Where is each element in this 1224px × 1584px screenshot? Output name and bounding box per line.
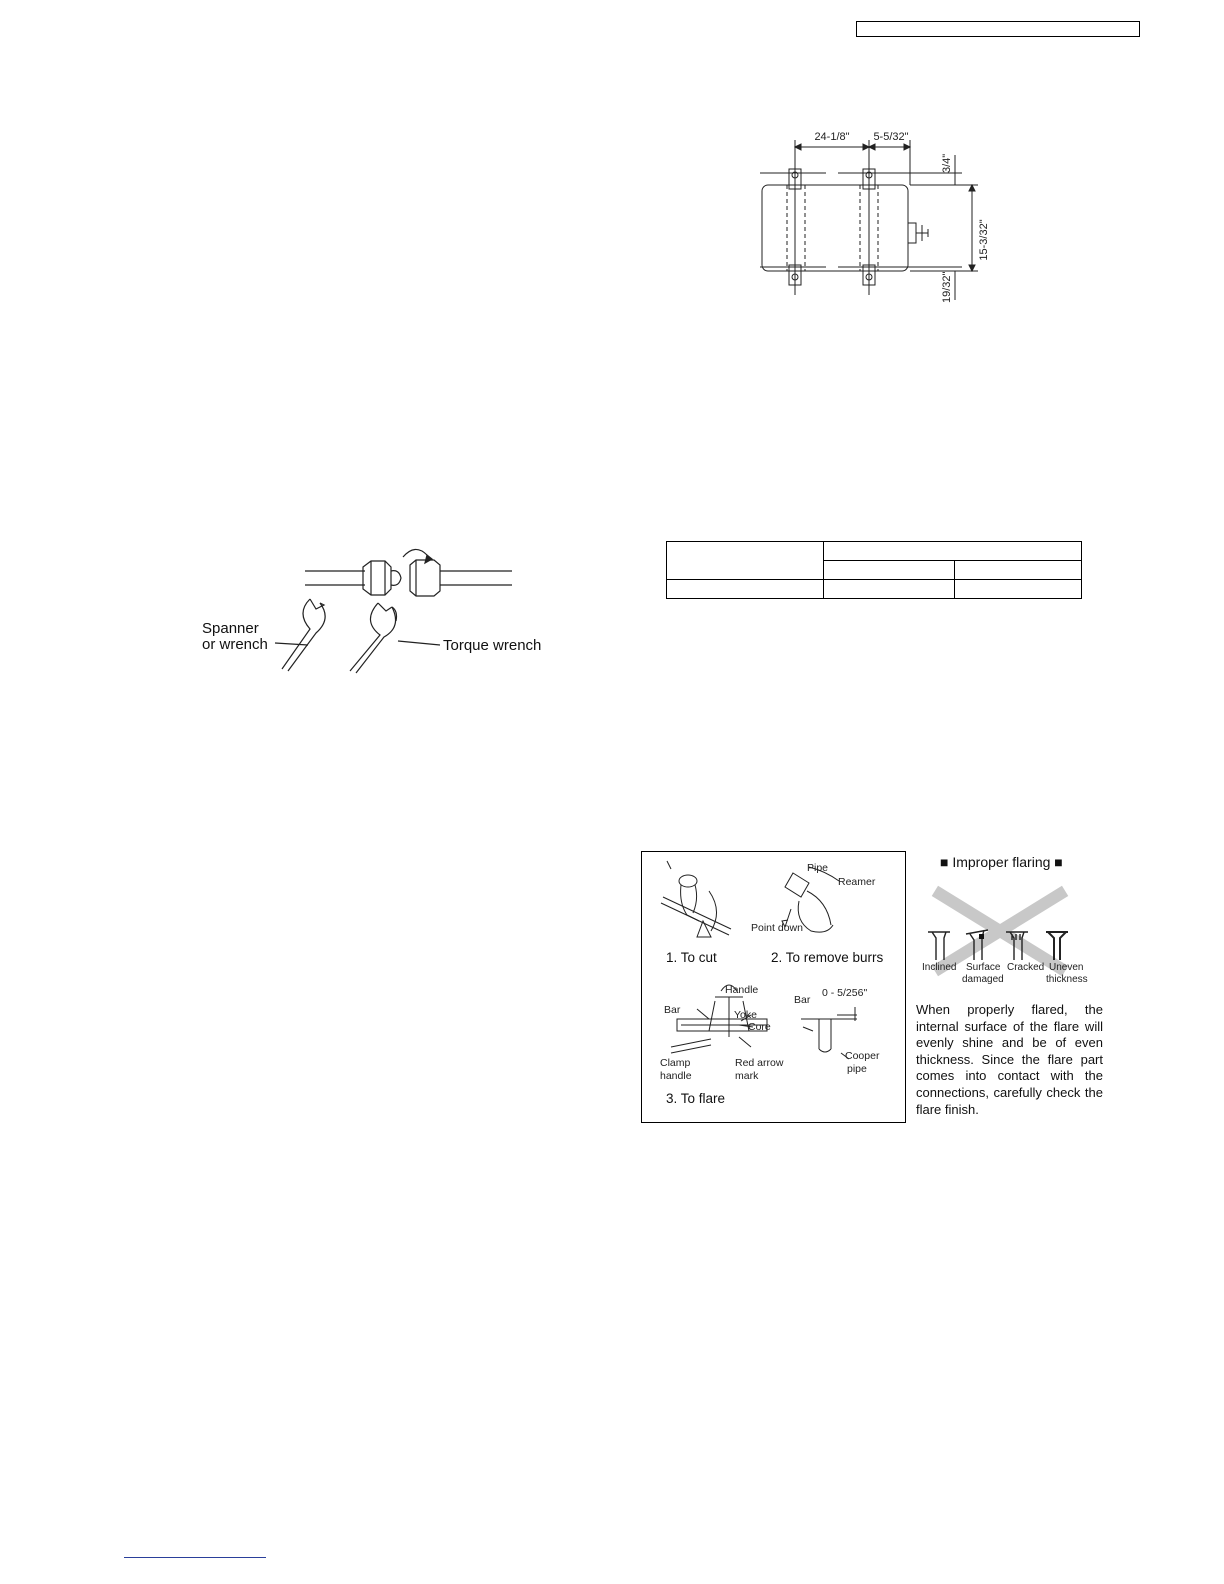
improper-flaring-figure	[912, 850, 1112, 990]
dim-bottom-margin: 19/32"	[941, 271, 953, 303]
dim-width-main: 24-1/8"	[814, 131, 850, 143]
handle-label: Handle	[725, 984, 759, 996]
dim-top-margin: 3/4"	[941, 153, 953, 173]
spanner-label-line2: or wrench	[202, 636, 268, 653]
cooper-pipe-label-2: pipe	[847, 1063, 867, 1075]
bar-label: Bar	[664, 1004, 681, 1016]
mounting-dimension-drawing	[750, 125, 1000, 315]
dim-width-side: 5-5/32"	[873, 131, 909, 143]
spec-table-cell	[955, 580, 1082, 599]
clamp-handle-label-1: Clamp	[660, 1057, 691, 1069]
pipe-label: Pipe	[807, 862, 829, 874]
reamer-label: Reamer	[838, 876, 876, 888]
improper-flaring-title: ■ Improper flaring ■	[940, 854, 1063, 870]
bar2-label: Bar	[794, 994, 811, 1006]
spec-table-cell	[824, 561, 955, 580]
footer-link-rule	[124, 1557, 266, 1558]
point-down-label: Point down	[751, 922, 803, 934]
flaring-procedure-figure	[641, 851, 906, 1123]
yoke-label: Yoke	[734, 1009, 757, 1021]
step-burrs-label: 2. To remove burrs	[771, 950, 884, 965]
uneven-thickness-label-2: thickness	[1046, 974, 1088, 985]
dim-height: 15-3/32"	[978, 219, 990, 261]
red-arrow-label-2: mark	[735, 1070, 759, 1082]
red-arrow-label-1: Red arrow	[735, 1057, 784, 1069]
clamp-handle-label-2: handle	[660, 1070, 692, 1082]
wrench-tightening-figure	[200, 545, 560, 675]
surface-damaged-label-2: damaged	[962, 974, 1004, 985]
torque-wrench-label: Torque wrench	[443, 637, 542, 654]
cracked-label: Cracked	[1007, 962, 1045, 973]
spec-table-cell	[667, 542, 824, 580]
surface-damaged-label-1: Surface	[966, 962, 1001, 973]
header-box	[856, 21, 1140, 37]
uneven-thickness-label-1: Uneven	[1049, 962, 1084, 973]
cooper-pipe-label-1: Cooper	[845, 1050, 880, 1062]
core-label: Core	[748, 1021, 771, 1033]
step-flare-label: 3. To flare	[666, 1091, 726, 1106]
spec-table-cell	[824, 542, 1082, 561]
spec-table-cell	[824, 580, 955, 599]
flare-finish-note: When properly flared, the internal surface of the flare will evenly shine and be of even thickness. Since the flare part comes into contact with the connections, carefully check the flare finish.	[916, 1002, 1103, 1117]
spec-table-cell	[667, 580, 824, 599]
step-cut-label: 1. To cut	[666, 950, 717, 965]
gap-label: 0 - 5/256"	[822, 987, 868, 999]
spanner-label-line1: Spanner	[202, 620, 259, 637]
inclined-label: Inclined	[922, 962, 957, 973]
spec-table-cell	[955, 561, 1082, 580]
spec-table	[666, 541, 1082, 599]
